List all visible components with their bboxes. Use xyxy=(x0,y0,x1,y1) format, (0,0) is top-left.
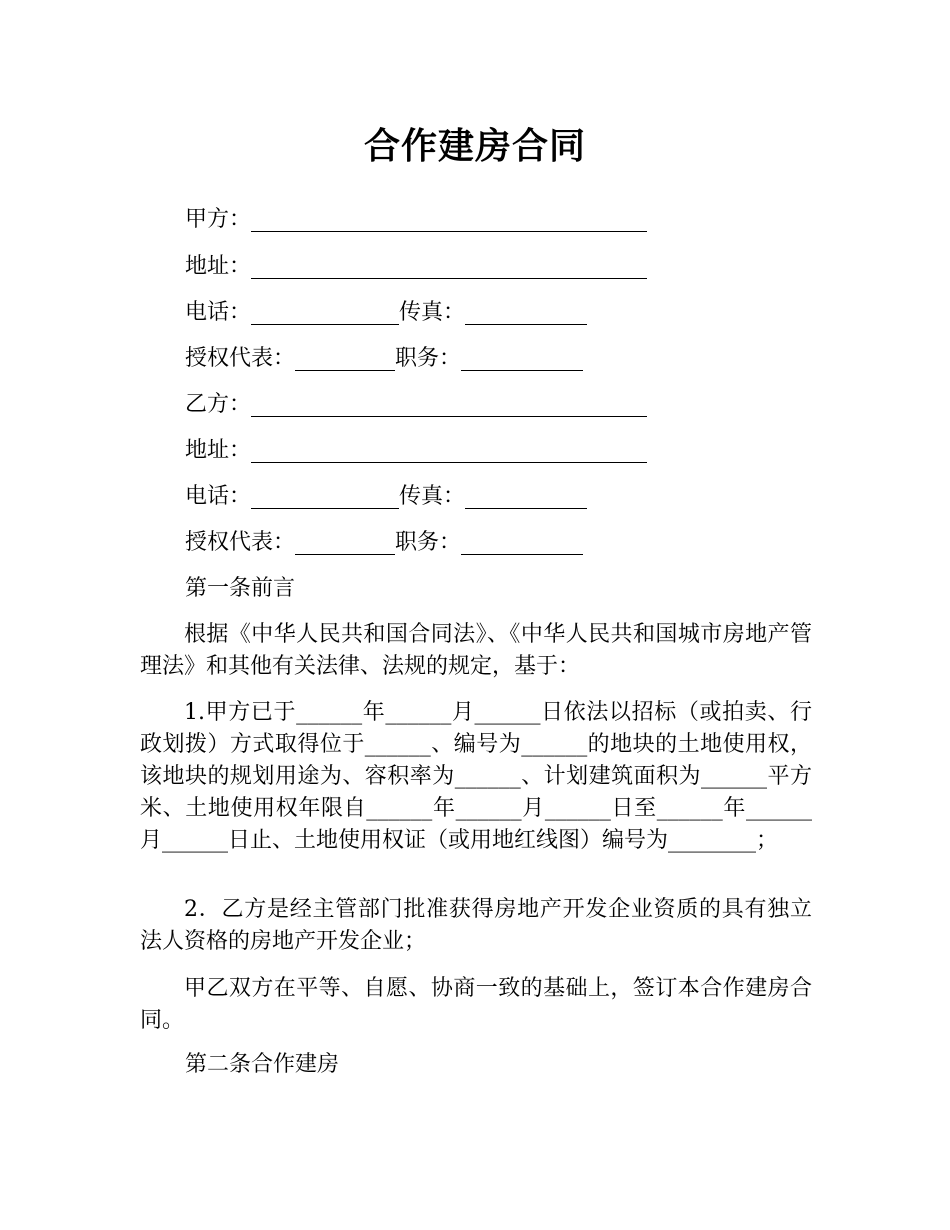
party-a-rep-label: 授权代表： xyxy=(185,346,296,371)
party-a-phone-blank[interactable] xyxy=(251,302,399,325)
article-1-item-1: 1.甲方已于______年______月______日依法以招标（或拍卖、行政划拨）方式取得位于______、编号为______的地块的土地使用权，该地块的规划用途为、容积率为______、计划建筑面积为______平方米、土地使用权年限自______年______月______日至______年______月______日止、土地使用权证（或用地红线图）编号为________； xyxy=(140,700,812,853)
party-b-name-label: 乙方： xyxy=(185,392,252,417)
party-b-rep-blank[interactable] xyxy=(295,532,395,555)
party-a-phone-label: 电话： xyxy=(185,300,252,325)
party-a-position-label: 职务： xyxy=(395,346,462,371)
party-a-fax-label: 传真： xyxy=(399,300,466,325)
party-b-name-blank[interactable] xyxy=(251,394,647,417)
party-b-position-blank[interactable] xyxy=(461,532,583,555)
party-b-name-row xyxy=(185,390,647,420)
party-b-position-label: 职务： xyxy=(395,530,462,555)
party-a-rep-blank[interactable] xyxy=(295,348,395,371)
party-a-address-row xyxy=(185,252,647,282)
party-a-address-label: 地址： xyxy=(185,254,252,279)
party-b-fax-blank[interactable] xyxy=(465,486,587,509)
article-1-agreement: 甲乙双方在平等、自愿、协商一致的基础上，签订本合作建房合同。 xyxy=(140,976,812,1033)
party-a-name-blank[interactable] xyxy=(251,209,647,232)
party-b-address-label: 地址： xyxy=(185,438,252,463)
article-2-heading: 第二条合作建房 xyxy=(185,1052,340,1077)
article-1-heading: 第一条前言 xyxy=(185,576,296,601)
party-b-fax-label: 传真： xyxy=(399,484,466,509)
party-b-rep-row xyxy=(185,528,583,558)
document-title: 合作建房合同 xyxy=(363,126,586,167)
party-b-phone-blank[interactable] xyxy=(251,486,399,509)
party-a-name-label: 甲方： xyxy=(185,207,252,232)
party-b-address-blank[interactable] xyxy=(251,440,647,463)
party-a-position-blank[interactable] xyxy=(461,348,583,371)
party-a-contact-row xyxy=(185,298,587,328)
party-a-name-row xyxy=(185,205,647,235)
party-b-rep-label: 授权代表： xyxy=(185,530,296,555)
article-1-item-2: 2．乙方是经主管部门批准获得房地产开发企业资质的具有独立法人资格的房地产开发企业； xyxy=(140,897,812,954)
article-1-intro: 根据《中华人民共和国合同法》、《中华人民共和国城市房地产管理法》和其他有关法律、法规的规定，基于： xyxy=(140,622,812,679)
party-b-phone-label: 电话： xyxy=(185,484,252,509)
party-b-address-row xyxy=(185,436,647,466)
party-a-fax-blank[interactable] xyxy=(465,302,587,325)
party-a-rep-row xyxy=(185,344,583,374)
party-b-contact-row xyxy=(185,482,587,512)
party-a-address-blank[interactable] xyxy=(251,256,647,279)
